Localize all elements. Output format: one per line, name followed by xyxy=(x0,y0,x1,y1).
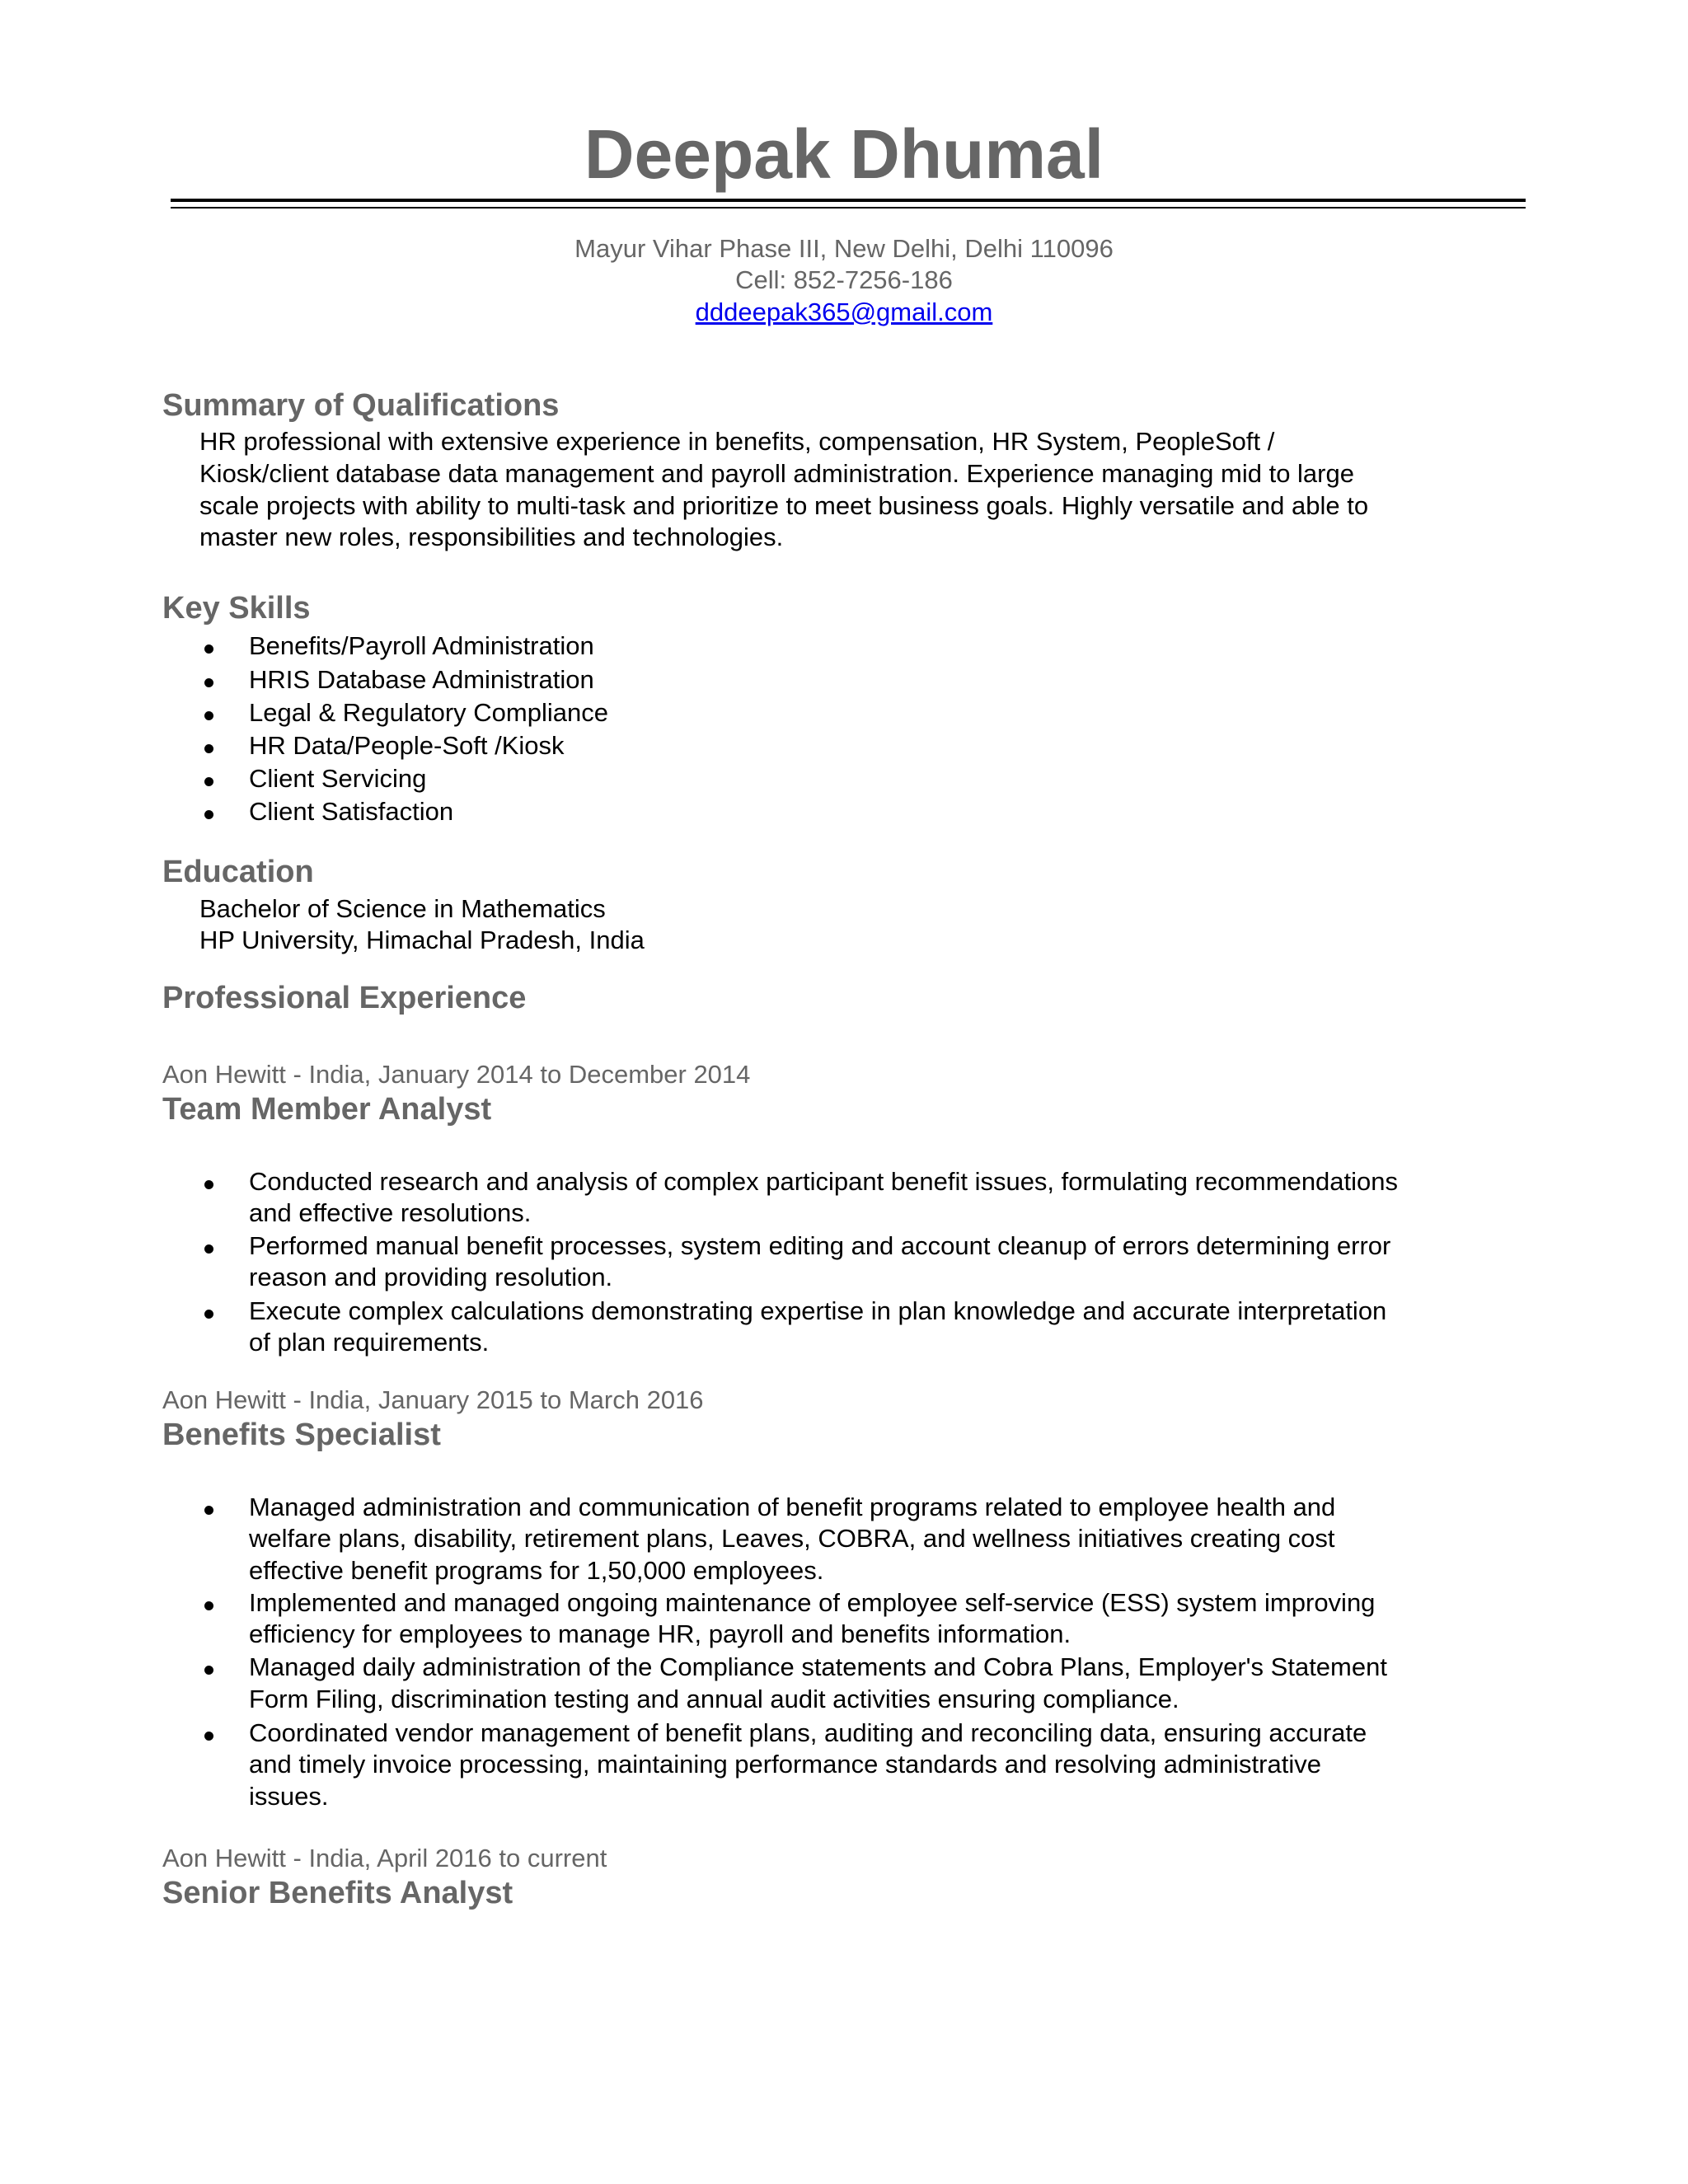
bullet-dot xyxy=(204,678,213,687)
summary-line: HR professional with extensive experience in benefits, compensation, HR System, PeopleSoft / xyxy=(199,427,1275,456)
education-line: Bachelor of Science in Mathematics xyxy=(199,894,606,923)
job-bullet-line: reason and providing resolution. xyxy=(249,1263,613,1291)
bullet-dot xyxy=(204,744,213,753)
job-employer: Aon Hewitt - India, January 2014 to December 2014 xyxy=(162,1060,751,1089)
job-bullet-line: Implemented and managed ongoing maintenance of employee self-service (ESS) system improving xyxy=(249,1588,1376,1617)
job-bullet-line: Performed manual benefit processes, system editing and account cleanup of errors determining error xyxy=(249,1231,1391,1260)
bullet-dot xyxy=(204,1666,213,1675)
education-heading: Education xyxy=(162,855,314,889)
job-bullet-line: issues. xyxy=(249,1782,329,1811)
job-title: Senior Benefits Analyst xyxy=(162,1876,513,1910)
bullet-dot xyxy=(204,777,213,786)
bullet-dot xyxy=(204,1244,213,1254)
skill-item: HR Data/People-Soft /Kiosk xyxy=(249,731,565,760)
job-employer: Aon Hewitt - India, April 2016 to current xyxy=(162,1844,607,1872)
header-rule-thin xyxy=(171,207,1526,209)
job-employer: Aon Hewitt - India, January 2015 to March 2016 xyxy=(162,1385,704,1414)
job-bullet-line: Execute complex calculations demonstrating expertise in plan knowledge and accurate interpretation xyxy=(249,1296,1387,1325)
bullet-dot xyxy=(204,1601,213,1610)
header-rule-thick xyxy=(171,199,1526,202)
contact-email-link[interactable]: dddeepak365@gmail.com xyxy=(695,298,993,326)
experience-heading: Professional Experience xyxy=(162,981,527,1015)
bullet-dot xyxy=(204,1180,213,1189)
job-bullet-line: Form Filing, discrimination testing and annual audit activities ensuring compliance. xyxy=(249,1685,1179,1713)
bullet-dot xyxy=(204,1732,213,1741)
job-bullet-line: Managed administration and communication of benefit programs related to employee health and xyxy=(249,1493,1336,1521)
bullet-dot xyxy=(204,644,213,654)
job-bullet-line: welfare plans, disability, retirement plans, Leaves, COBRA, and wellness initiatives creating cost xyxy=(249,1524,1335,1553)
skill-item: Client Servicing xyxy=(249,764,427,793)
job-bullet-line: and timely invoice processing, maintaining performance standards and resolving administrative xyxy=(249,1750,1321,1779)
job-bullet-line: Coordinated vendor management of benefit plans, auditing and reconciling data, ensuring accurate xyxy=(249,1718,1367,1747)
skill-item: Legal & Regulatory Compliance xyxy=(249,698,608,727)
candidate-name: Deepak Dhumal xyxy=(584,115,1104,193)
summary-line: Kiosk/client database data management and payroll administration. Experience managing mid to large xyxy=(199,459,1354,488)
skill-item: Benefits/Payroll Administration xyxy=(249,631,594,660)
job-bullet-line: Managed daily administration of the Compliance statements and Cobra Plans, Employer's Statement xyxy=(249,1652,1387,1681)
job-bullet-line: of plan requirements. xyxy=(249,1328,490,1357)
bullet-dot xyxy=(204,711,213,720)
education-line: HP University, Himachal Pradesh, India xyxy=(199,926,645,954)
job-bullet-line: efficiency for employees to manage HR, payroll and benefits information. xyxy=(249,1619,1071,1648)
skill-item: HRIS Database Administration xyxy=(249,665,594,694)
job-title: Team Member Analyst xyxy=(162,1092,492,1127)
summary-line: master new roles, responsibilities and technologies. xyxy=(199,523,784,551)
job-bullet-line: effective benefit programs for 1,50,000 employees. xyxy=(249,1556,824,1585)
summary-line: scale projects with ability to multi-task and prioritize to meet business goals. Highly versatile and able to xyxy=(199,491,1369,520)
skills-heading: Key Skills xyxy=(162,591,311,626)
skill-item: Client Satisfaction xyxy=(249,797,454,826)
job-bullet-line: Conducted research and analysis of complex participant benefit issues, formulating recommendations xyxy=(249,1167,1399,1196)
bullet-dot xyxy=(204,810,213,819)
contact-cell: Cell: 852-7256-186 xyxy=(735,265,953,294)
job-title: Benefits Specialist xyxy=(162,1418,441,1452)
bullet-dot xyxy=(204,1310,213,1319)
summary-heading: Summary of Qualifications xyxy=(162,388,560,423)
contact-address: Mayur Vihar Phase III, New Delhi, Delhi 110096 xyxy=(574,234,1114,263)
bullet-dot xyxy=(204,1506,213,1515)
job-bullet-line: and effective resolutions. xyxy=(249,1198,532,1227)
